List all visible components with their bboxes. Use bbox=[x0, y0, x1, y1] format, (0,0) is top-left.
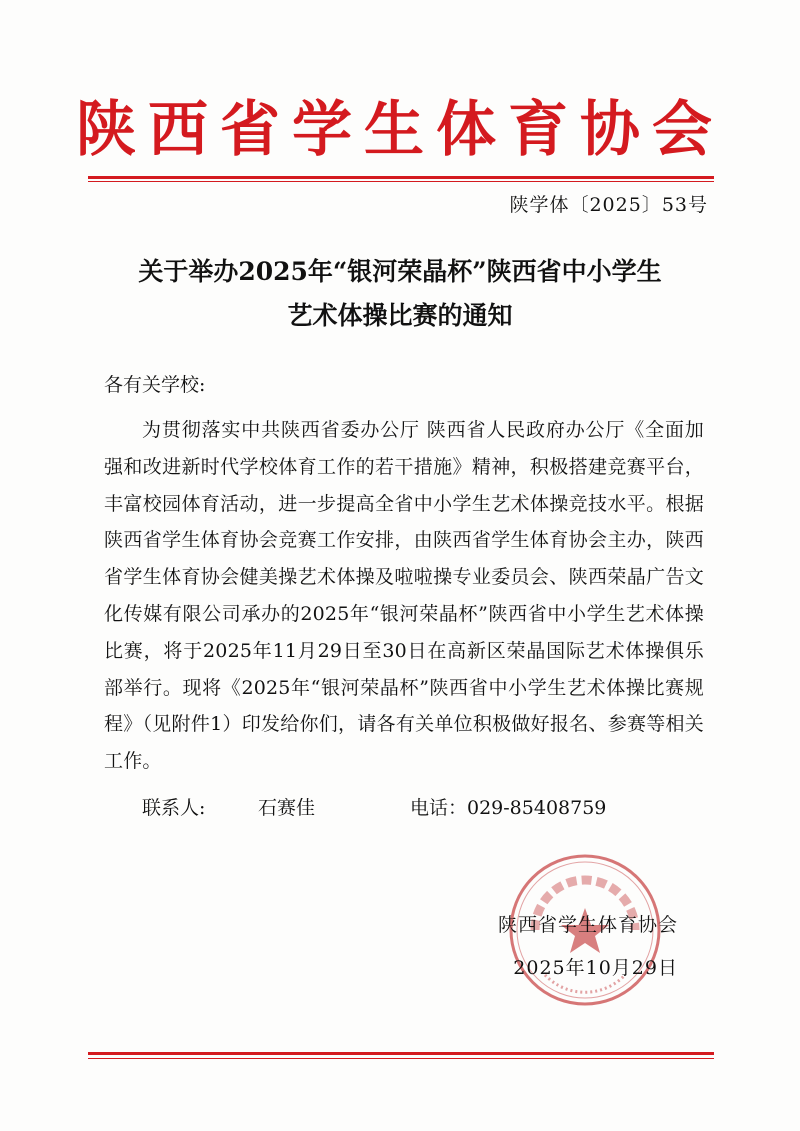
contact-phone: 电话：029-85408759 bbox=[410, 797, 607, 819]
title-line-2: 艺术体操比赛的通知 bbox=[287, 301, 513, 330]
footer-rule-thin bbox=[88, 1058, 714, 1059]
document-title bbox=[90, 250, 710, 338]
letterhead-title: 陕西省学生体育协会 bbox=[76, 95, 724, 165]
salutation: 各有关学校: bbox=[104, 374, 206, 396]
contact-label: 联系人: bbox=[142, 797, 206, 819]
title-line-1: 关于举办2025年“银河荣晶杯”陕西省中小学生 bbox=[138, 257, 662, 286]
contact-name: 石赛佳 bbox=[258, 797, 316, 819]
body-paragraph: 为贯彻落实中共陕西省委办公厅 陕西省人民政府办公厅《全面加强和改进新时代学校体育工作的若干措施》精神，积极搭建竞赛平台，丰富校园体育活动，进一步提高全省中小学生艺术体操竞技水平。根据陕西省学生体育协会竞赛工作安排，由陕西省学生体育协会主办，陕西省学生体育协会健美操艺术体操及啦啦操专业委员会、陕西荣晶广告文化传媒有限公司承办的2025年“银河荣晶杯”陕西省中小学生艺术体操比赛，将于2025年11月29日至30日在高新区荣晶国际艺术体操俱乐部举行。现将《2025年“银河荣晶杯”陕西省中小学生艺术体操比赛规程》（见附件1）印发给你们，请各有关单位积极做好报名、参赛等相关工作。 bbox=[104, 419, 704, 773]
footer-rule-thick bbox=[88, 1052, 714, 1055]
signature-date: 2025年10月29日 bbox=[513, 957, 678, 979]
signature-org: 陕西省学生体育协会 bbox=[497, 914, 678, 936]
document-number: 陕学体〔2025〕53号 bbox=[509, 194, 708, 216]
header-rule-thin bbox=[88, 181, 714, 182]
header-rule-thick bbox=[88, 176, 714, 179]
